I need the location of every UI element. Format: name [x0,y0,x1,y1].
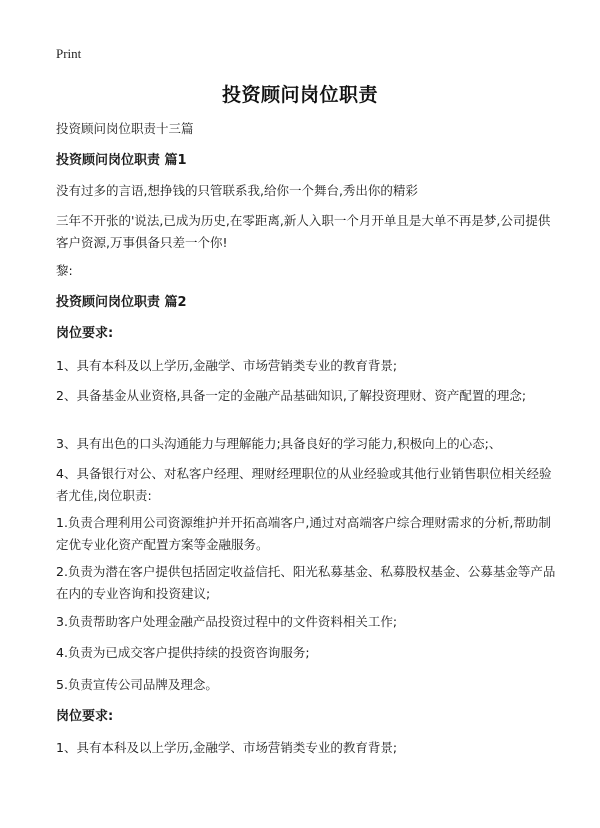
requirement-item-4: 4、具备银行对公、对私客户经理、理财经理职位的从业经验或其他行业销售职位相关经验者尤佳,岗位职责: [56,466,552,503]
section-1-paragraph-1: 没有过多的言语,想挣钱的只管联系我,给你一个舞台,秀出你的精彩 [56,183,418,198]
requirements-heading-2: 岗位要求: [56,709,114,724]
section-1-paragraph-2: 三年不开张的'说法,已成为历史,在零距离,新人入职一个月开单且是大单不再是梦,公司提供客户资源,万事俱备只差一个你! [56,213,551,250]
document-title: 投资顾问岗位职责 [221,84,378,106]
duty-item-2: 2.负责为潜在客户提供包括固定收益信托、阳光私募基金、私募股权基金、公募基金等产品在内的专业咨询和投资建议; [56,564,556,601]
duty-item-1: 1.负责合理利用公司资源维护并开拓高端客户,通过对高端客户综合理财需求的分析,帮助制定优专业化资产配置方案等金融服务。 [56,515,551,552]
requirement-item-1-repeat: 1、具有本科及以上学历,金融学、市场营销类专业的教育背景; [56,740,398,755]
requirements-heading: 岗位要求: [56,326,114,341]
section-2-heading: 投资顾问岗位职责 篇2 [56,295,187,310]
duty-item-3: 3.负责帮助客户处理金融产品投资过程中的文件资料相关工作; [56,614,398,629]
print-link[interactable]: Print [56,46,82,61]
duty-item-4: 4.负责为已成交客户提供持续的投资咨询服务; [56,645,310,660]
requirement-item-2: 2、具备基金从业资格,具备一定的金融产品基础知识,了解投资理财、资产配置的理念; [56,388,527,403]
section-1-heading: 投资顾问岗位职责 篇1 [56,153,187,168]
section-1-paragraph-3: 黎: [56,263,73,278]
requirement-item-3: 3、具有出色的口头沟通能力与理解能力;具备良好的学习能力,积极向上的心态;、 [56,436,502,451]
duty-item-5: 5.负责宣传公司品牌及理念。 [56,677,218,692]
requirement-item-1: 1、具有本科及以上学历,金融学、市场营销类专业的教育背景; [56,358,398,373]
document-subtitle: 投资顾问岗位职责十三篇 [56,121,194,136]
